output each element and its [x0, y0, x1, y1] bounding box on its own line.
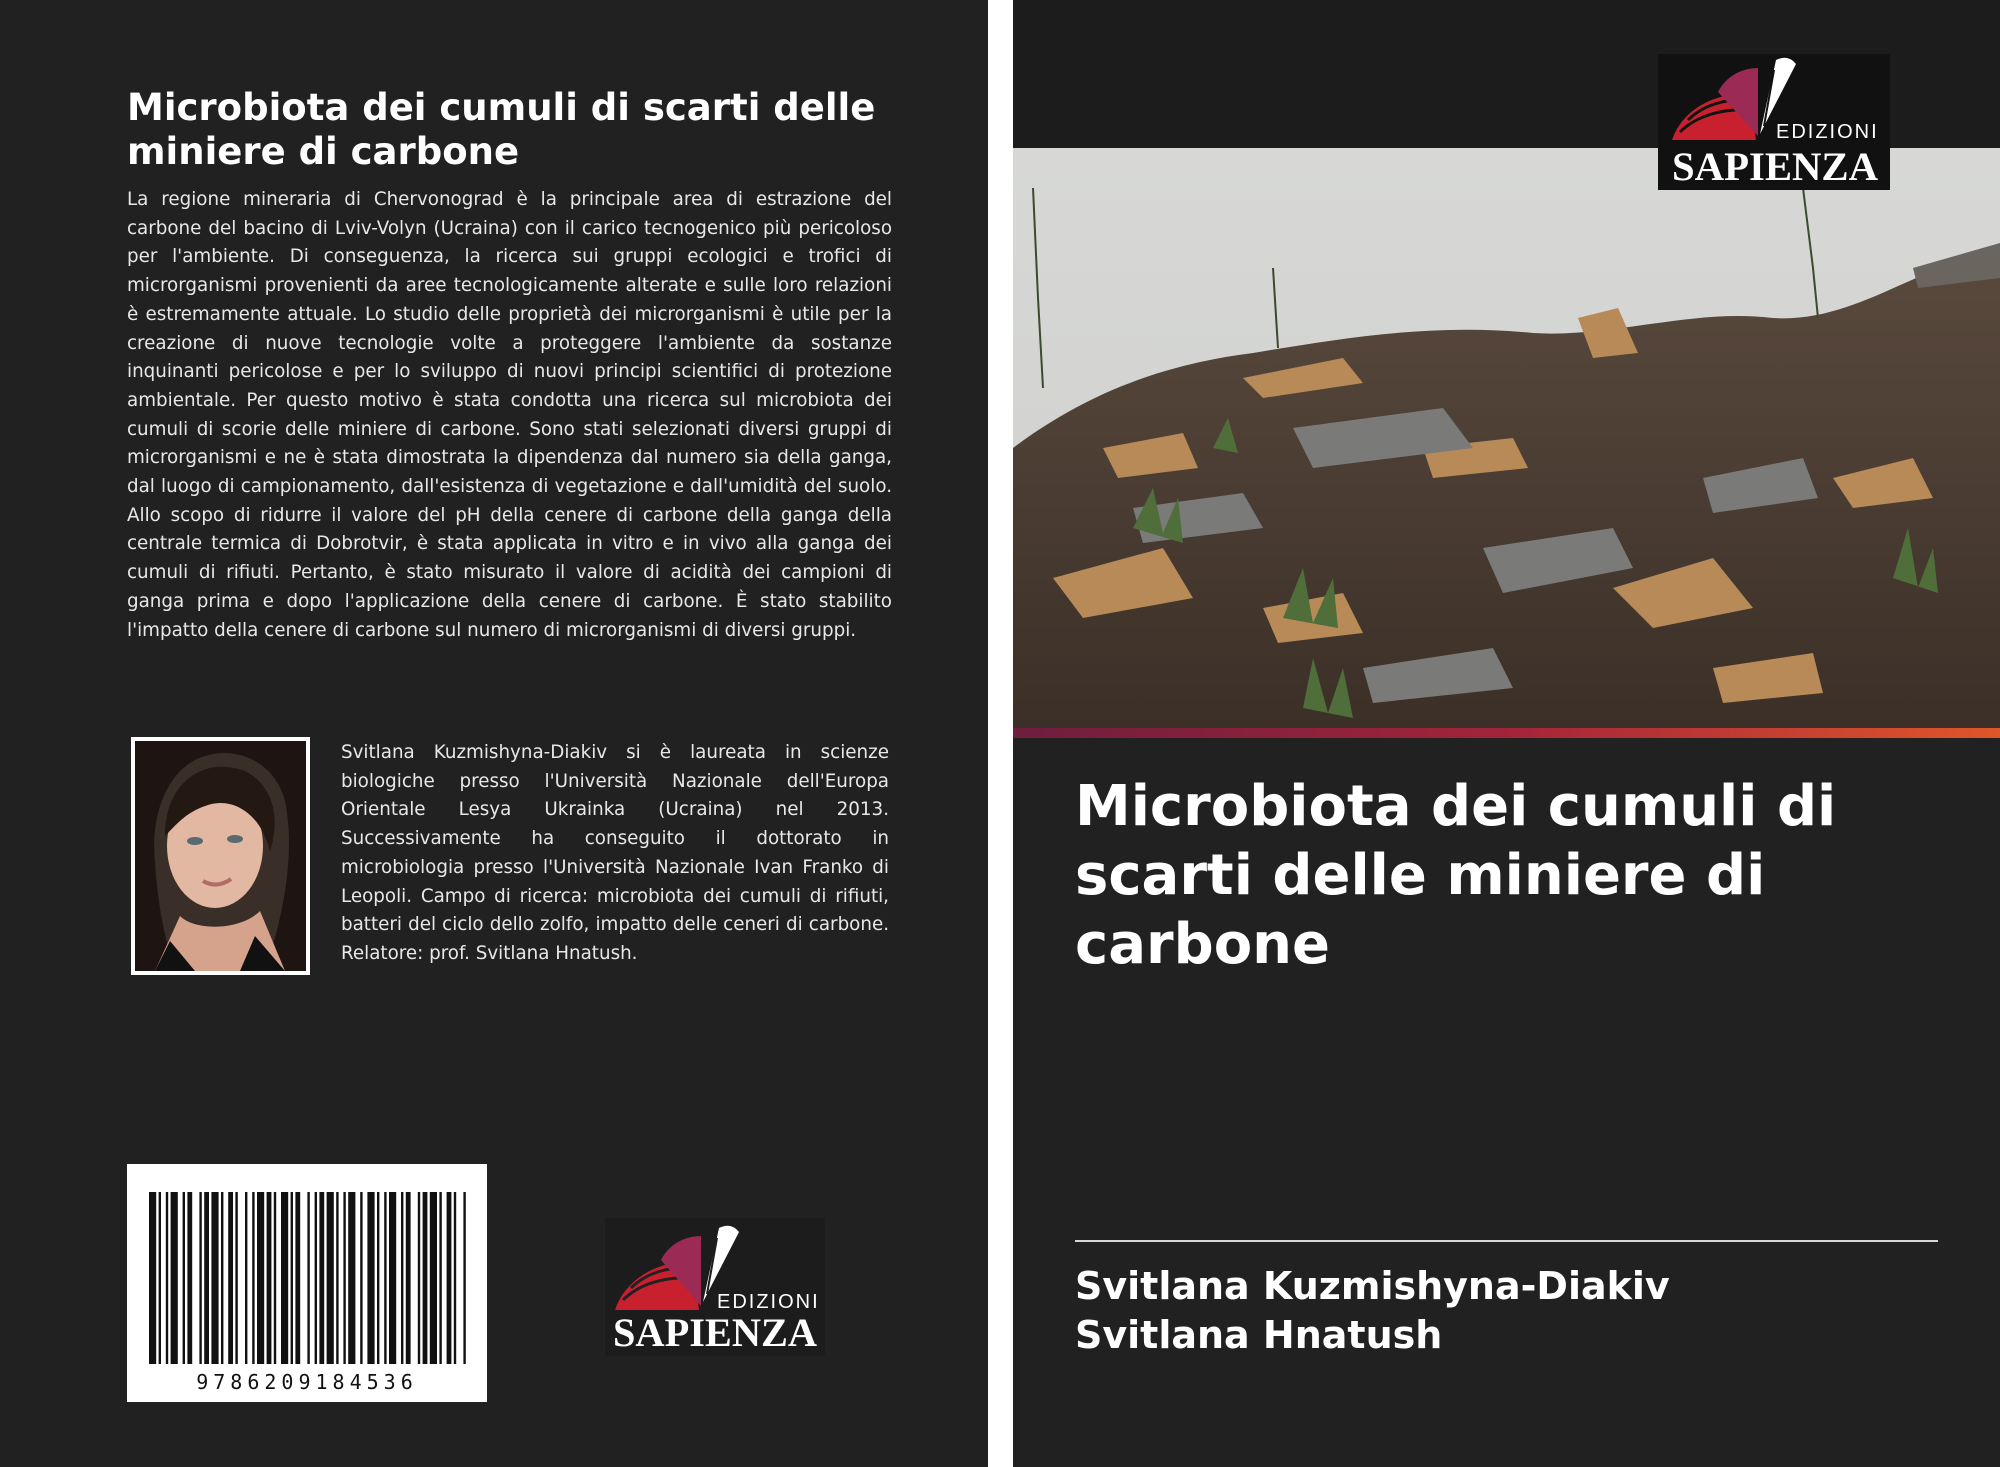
barcode-bar — [418, 1192, 420, 1364]
barcode-bar — [315, 1192, 317, 1364]
barcode — [127, 1164, 487, 1402]
barcode-bar — [166, 1192, 168, 1364]
logo-sapienza-text: SAPIENZA — [613, 1310, 818, 1355]
barcode-bar — [199, 1192, 201, 1364]
logo-edizioni-text: EDIZIONI — [717, 1291, 820, 1313]
barcode-bar — [377, 1192, 379, 1364]
barcode-bar — [423, 1192, 428, 1364]
barcode-bar — [406, 1192, 411, 1364]
logo-icon — [1658, 54, 1890, 190]
author-portrait-icon — [135, 741, 306, 971]
author-name-2: Svitlana Hnatush — [1075, 1313, 1443, 1357]
barcode-bar — [327, 1192, 334, 1364]
back-cover — [0, 0, 988, 1467]
back-publisher-logo — [605, 1218, 825, 1356]
front-cover-title: Microbiota dei cumuli di scarti delle miniere di carbone — [1075, 774, 1837, 977]
barcode-bar — [187, 1192, 192, 1364]
barcode-bar — [204, 1192, 209, 1364]
barcode-bar — [183, 1192, 185, 1364]
cover-photo-coal-spoil-heap — [1013, 148, 2000, 728]
author-name-1: Svitlana Kuzmishyna-Diakiv — [1075, 1264, 1670, 1308]
barcode-bar — [307, 1192, 309, 1364]
barcode-bar — [211, 1192, 218, 1364]
barcode-bar — [343, 1192, 345, 1364]
barcode-bar — [401, 1192, 403, 1364]
back-cover-blurb: La regione mineraria di Chervonograd è la principale area di estrazione del carbone del bacino di Lviv-Volyn (Ucraina) con il carico tecnogenico più pericoloso per l'ambiente. Di conseguenza, la ricerca sui gruppi ecologici e trofici di microrganismi provenienti da aree tecnologicamente alterate e sulle loro relazioni è estremamente attuale. Lo studio delle proprietà dei microrganismi è utile per la creazione di nuove tecnologie volte a proteggere l'ambiente da sostanze inquinanti pericolose e per lo sviluppo di nuovi principi scientifici di protezione ambientale. Per questo motivo è stata condotta una ricerca sul microbiota dei cumuli di scorie delle miniere di carbone. Sono stati selezionati diversi gruppi di microrganismi e ne è stata dimostrata la dipendenza dal numero sia della ganga, dal luogo di campionamento, dall'esistenza di vegetazione e dall'umidità del suolo. Allo scopo di ridurre il valore del pH della cenere di carbone della ganga della centrale termica di Dobrotvir, è stata applicata in vitro e in vivo alla ganga dei cumuli di rifiuti. Pertanto, è stato misurato il valore di acidità dei campioni di ganga prima e dopo l'applicazione della cenere di carbone. È stato stabilito l'impatto della cenere di carbone sul numero di microrganismi di diversi gruppi. — [127, 189, 892, 641]
barcode-bar — [252, 1192, 254, 1364]
barcode-bar — [348, 1192, 355, 1364]
barcode-bar — [245, 1192, 247, 1364]
barcode-bar — [291, 1192, 293, 1364]
logo-icon — [605, 1218, 825, 1356]
barcode-bar — [295, 1192, 300, 1364]
barcode-bar — [171, 1192, 178, 1364]
back-cover-title: Microbiota dei cumuli di scarti delle miniere di carbone — [127, 86, 876, 173]
barcode-bar — [463, 1192, 465, 1364]
barcode-bar — [235, 1192, 237, 1364]
barcode-bars — [127, 1164, 487, 1369]
barcode-bar — [439, 1192, 441, 1364]
barcode-bar — [336, 1192, 338, 1364]
barcode-bar — [257, 1192, 264, 1364]
barcode-bar — [367, 1192, 374, 1364]
barcode-bar — [221, 1192, 223, 1364]
logo-edizioni-text: EDIZIONI — [1776, 121, 1879, 143]
barcode-bar — [360, 1192, 362, 1364]
barcode-bar — [389, 1192, 396, 1364]
barcode-bar — [319, 1192, 324, 1364]
barcode-bar — [159, 1192, 161, 1364]
barcode-bar — [228, 1192, 233, 1364]
barcode-bar — [430, 1192, 437, 1364]
logo-sapienza-text: SAPIENZA — [1672, 144, 1879, 189]
barcode-bar — [274, 1192, 276, 1364]
barcode-digits: 9786209184536 — [196, 1370, 418, 1394]
title-divider — [1075, 1240, 1938, 1242]
front-publisher-logo — [1658, 54, 1890, 190]
author-photo — [131, 737, 310, 975]
author-bio: Svitlana Kuzmishyna-Diakiv si è laureata in scienze biologiche presso l'Università Nazionale dell'Europa Orientale Lesya Ukrainka (Ucraina) nel 2013. Successivamente ha conseguito il dottorato in microbiologia presso l'Università Nazionale Ivan Franko di Leopoli. Campo di ricerca: microbiota dei cumuli di rifiuti, batteri del ciclo dello zolfo, impatto delle ceneri di carbone. Relatore: prof. Svitlana Hnatush. — [341, 742, 889, 964]
barcode-bar — [454, 1192, 456, 1364]
front-cover — [1013, 0, 2000, 1467]
rock-heap-landscape-icon — [1013, 148, 2000, 728]
barcode-bar — [281, 1192, 288, 1364]
accent-bar — [1013, 728, 2000, 738]
barcode-bar — [267, 1192, 272, 1364]
barcode-bar — [384, 1192, 386, 1364]
barcode-bar — [447, 1192, 452, 1364]
barcode-bar — [149, 1192, 156, 1364]
